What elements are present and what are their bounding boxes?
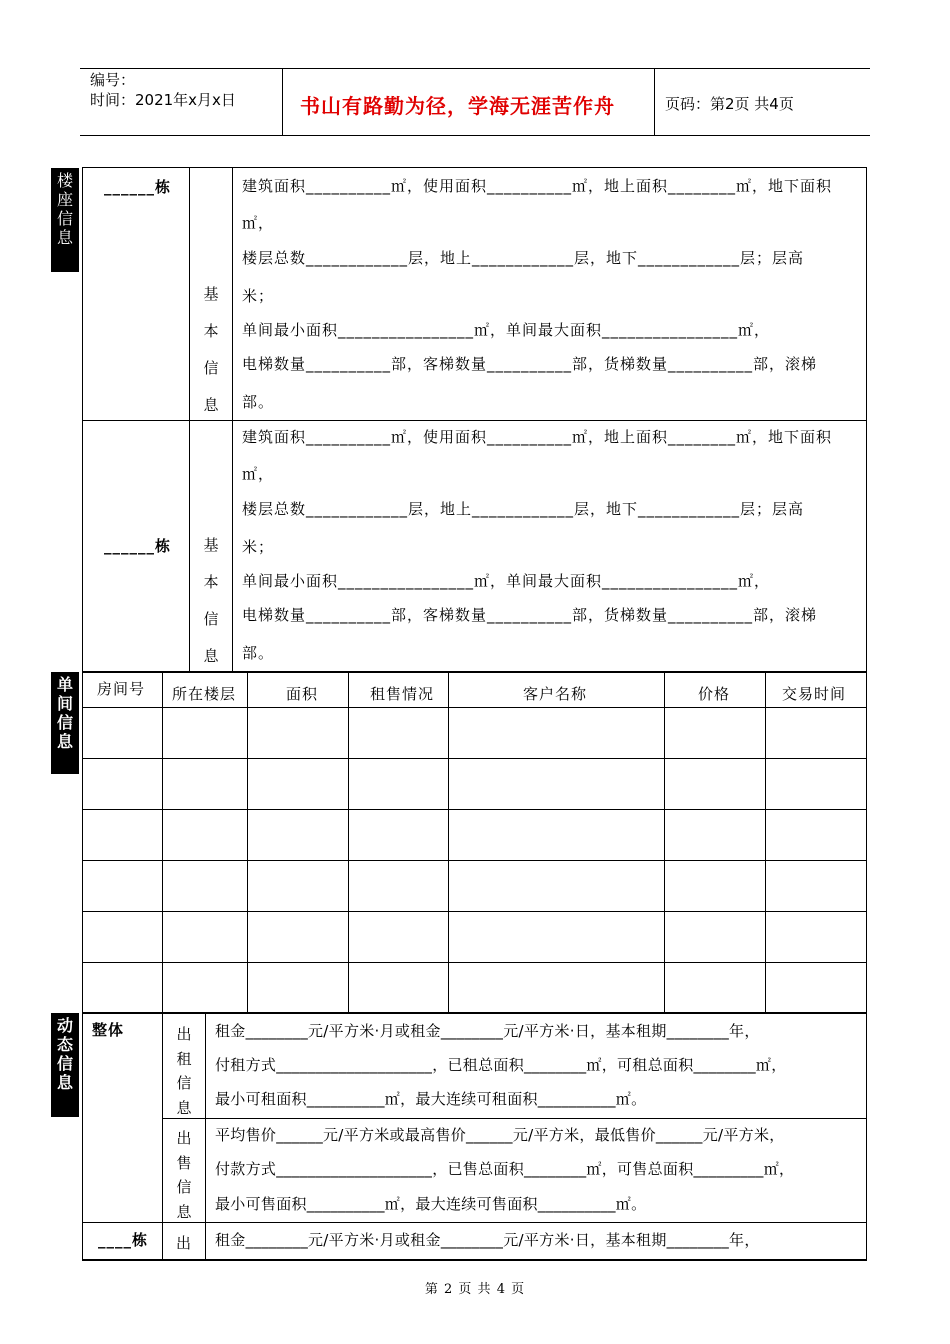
rent-line-price: 租金________元/平方米·月或租金________元/平方米·日，基本租期________年， bbox=[215, 1022, 760, 1040]
col-header-status: 租售情况 bbox=[370, 685, 435, 703]
sale-info-text: 出售信息 bbox=[176, 1129, 192, 1221]
header-divider bbox=[654, 68, 655, 136]
rent-info-text: 出租信息 bbox=[176, 1025, 192, 1117]
grid-line bbox=[82, 1012, 867, 1014]
building-line-escalator-unit: 部。 bbox=[242, 393, 275, 411]
rent-line-min-area: 最小可租面积__________㎡，最大连续可租面积__________㎡。 bbox=[215, 1090, 647, 1108]
grid-line bbox=[765, 672, 766, 1013]
building-line-floors: 楼层总数____________层，地上____________层，地下____________层；层高 bbox=[242, 249, 805, 267]
building-line-height-unit: 米； bbox=[242, 287, 275, 305]
grid-line bbox=[664, 672, 665, 1013]
tab-building-info bbox=[51, 168, 79, 272]
col-header-price: 价格 bbox=[698, 685, 731, 703]
footer-page-number: 第 2 页 共 4 页 bbox=[424, 1282, 526, 1297]
grid-line bbox=[82, 860, 867, 861]
grid-line bbox=[162, 1118, 867, 1119]
grid-line bbox=[162, 672, 163, 1013]
table-top-border bbox=[82, 167, 867, 168]
grid-line bbox=[82, 758, 867, 759]
doc-time-label: 时间：2021年x月x日 bbox=[90, 91, 236, 109]
tab-building-text: 楼座信息 bbox=[57, 171, 74, 247]
building-line-elevators: 电梯数量__________部，客梯数量__________部，货梯数量__________部，滚梯 bbox=[242, 355, 818, 373]
header-bottom-rule bbox=[80, 135, 870, 136]
building-line-area-unit: ㎡， bbox=[242, 214, 275, 232]
sale-info-label bbox=[174, 1126, 194, 1224]
grid-line bbox=[448, 672, 449, 1013]
building-line-area-unit: ㎡， bbox=[242, 465, 275, 483]
grid-line bbox=[82, 420, 867, 421]
sale-line-price: 平均售价______元/平方米或最高售价______元/平方米，最低售价______元/平方米， bbox=[215, 1126, 785, 1144]
grid-line bbox=[82, 911, 867, 912]
building-dong-label: ______栋 bbox=[104, 537, 172, 555]
grid-line bbox=[82, 671, 867, 673]
dynamic-out-label: 出 bbox=[176, 1234, 193, 1252]
table-right-border bbox=[866, 167, 867, 1260]
dynamic-dong-label: ____栋 bbox=[98, 1231, 149, 1249]
basic-info-text: 基本信息 bbox=[203, 285, 219, 414]
tab-unit-info bbox=[51, 672, 79, 774]
header-top-rule bbox=[80, 68, 870, 69]
col-header-room: 房间号 bbox=[97, 680, 146, 698]
sale-line-payment: 付款方式____________________，已售总面积________㎡，可售总面积_________㎡， bbox=[215, 1160, 795, 1178]
tab-dynamic-text: 动态信息 bbox=[57, 1016, 74, 1092]
building-line-area: 建筑面积__________㎡，使用面积__________㎡，地上面积________㎡，地下面积 bbox=[242, 428, 833, 446]
basic-info-text: 基本信息 bbox=[203, 536, 219, 665]
grid-line bbox=[247, 672, 248, 1013]
tab-dynamic-info bbox=[51, 1013, 79, 1117]
building-line-elevators: 电梯数量__________部，客梯数量__________部，货梯数量__________部，滚梯 bbox=[242, 606, 818, 624]
building-line-height-unit: 米； bbox=[242, 538, 275, 556]
basic-info-label bbox=[201, 527, 221, 675]
rent-line-price: 租金________元/平方米·月或租金________元/平方米·日，基本租期________年， bbox=[215, 1231, 760, 1249]
col-header-time: 交易时间 bbox=[782, 685, 847, 703]
rent-info-label bbox=[174, 1022, 194, 1120]
grid-line bbox=[348, 672, 349, 1013]
basic-info-label bbox=[201, 276, 221, 424]
header-meta bbox=[90, 70, 236, 110]
col-header-client: 客户名称 bbox=[523, 685, 588, 703]
tab-unit-text: 单间信息 bbox=[57, 675, 74, 751]
grid-line bbox=[82, 809, 867, 810]
doc-number-label: 编号： bbox=[90, 71, 136, 89]
building-line-area: 建筑面积__________㎡，使用面积__________㎡，地上面积________㎡，地下面积 bbox=[242, 177, 833, 195]
header-divider bbox=[282, 68, 283, 136]
table-left-border bbox=[82, 167, 83, 1260]
building-line-unit-area: 单间最小面积________________㎡，单间最大面积________________㎡， bbox=[242, 321, 771, 339]
grid-line bbox=[82, 1222, 867, 1223]
sale-line-min-area: 最小可售面积__________㎡，最大连续可售面积__________㎡。 bbox=[215, 1195, 647, 1213]
dynamic-whole-label: 整体 bbox=[92, 1021, 125, 1039]
building-line-escalator-unit: 部。 bbox=[242, 644, 275, 662]
col-header-area: 面积 bbox=[286, 685, 319, 703]
header-motto: 书山有路勤为径，学海无涯苦作舟 bbox=[300, 94, 615, 118]
building-line-floors: 楼层总数____________层，地上____________层，地下____________层；层高 bbox=[242, 500, 805, 518]
grid-line bbox=[82, 707, 867, 708]
rent-line-payment: 付租方式____________________，已租总面积________㎡，可租总面积________㎡， bbox=[215, 1056, 787, 1074]
building-dong-label: ______栋 bbox=[104, 178, 172, 196]
col-header-floor: 所在楼层 bbox=[172, 685, 237, 703]
table-bottom-border bbox=[82, 1259, 867, 1261]
grid-line bbox=[82, 962, 867, 963]
building-line-unit-area: 单间最小面积________________㎡，单间最大面积________________㎡， bbox=[242, 572, 771, 590]
header-page-label: 页码：第2页 共4页 bbox=[665, 95, 794, 113]
